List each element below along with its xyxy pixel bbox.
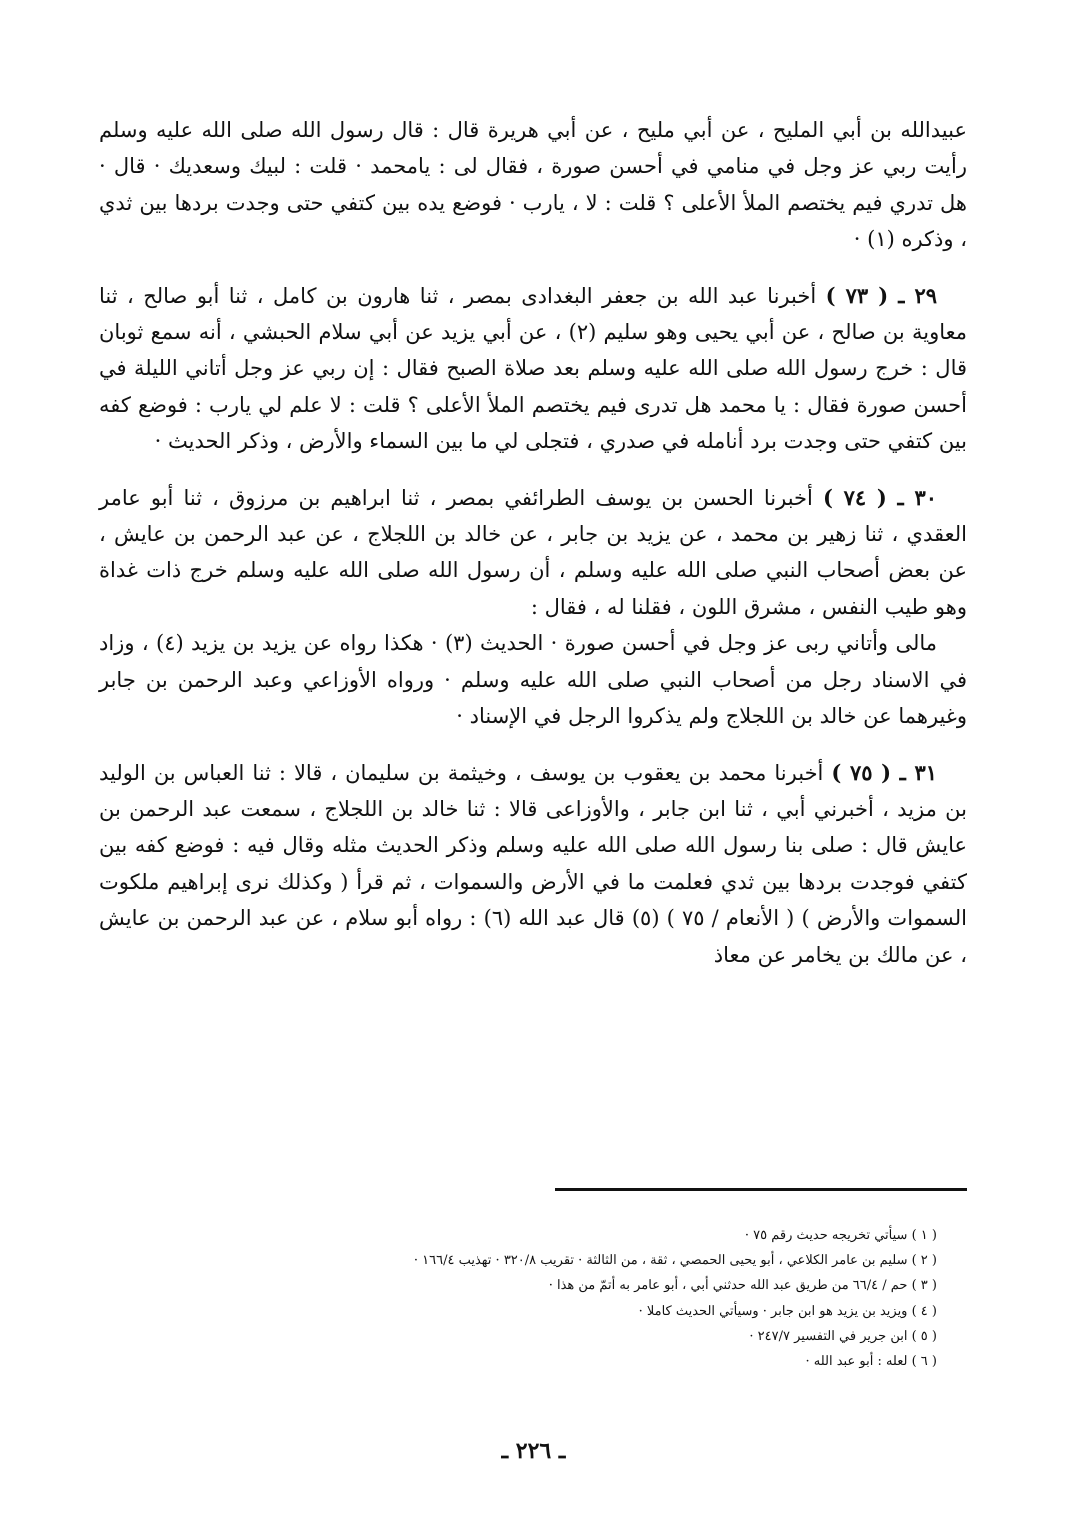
paragraph-text: أخبرنا عبد الله بن جعفر البغدادى بمصر ، ثنا هارون بن كامل ، ثنا أبو صالح ، ثنا معاوية بن صالح ، عن أبي يحيى وهو سليم (٢) ، عن أبي يزيد عن أبي سلام الحبشي ، أنه سمع ثوبان قال : خرج رسول الله صلى الله عليه وسلم بعد صلاة الصبح فقال : إن ربي عز وجل أتاني الليلة في أحسن صورة فقال : يا محمد هل تدرى فيم يختصم الملأ الأعلى ؟ قلت : لا علم لي يارب : فوضع كفه بين كتفي حتى وجدت برد أنامله في صدري ، فتجلى لي ما بين السماء والأرض ، وذكر الحديث · — [99, 283, 968, 454]
paragraph-text: أخبرنا الحسن بن يوسف الطرائفي بمصر ، ثنا ابراهيم بن مرزوق ، ثنا أبو عامر العقدي ، ثنا زهير بن محمد ، عن يزيد بن جابر ، عن خالد بن اللجلاج ، عن عبد الرحمن بن عايش ، عن بعض أصحاب النبي صلى الله عليه وسلم ، أن رسول الله صلى الله عليه وسلم خرج ذات غداة وهو طيب النفس ، مشرق اللون ، فقلنا له ، فقال : — [99, 485, 967, 619]
main-text — [99, 112, 967, 973]
footnote-item: ( ٥ ) ابن جرير في التفسير ٢٤٧/٧ · — [749, 1328, 937, 1344]
hadith-30 — [99, 480, 967, 626]
hadith-31 — [99, 755, 967, 973]
footnote-divider — [555, 1188, 967, 1191]
hadith-number: ٢٩ ـ ( ٧٣ ) — [825, 282, 938, 308]
hadith-29 — [99, 278, 967, 460]
footnote-item: ( ٢ ) سليم بن عامر الكلاعي ، أبو يحيى الحمصي ، ثقة ، من الثالثة · تقريب ٣٢٠/٨ · تهذيب ١٦٦/٤ · — [413, 1253, 937, 1269]
footnote-item: ( ٣ ) حم / ٦٦/٤ من طريق عبد الله حدثني أبي ، أبو عامر به أتمّ من هذا · — [548, 1278, 937, 1294]
paragraph-commentary — [99, 625, 967, 734]
footnotes-list — [237, 1223, 937, 1374]
paragraph-text: مالى وأتاني ربى عز وجل في أحسن صورة · الحديث (٣) · هكذا رواه عن يزيد بن يزيد (٤) ، وزاد في الاسناد رجل من أصحاب النبي صلى الله عليه وسلم · ورواه الأوزاعي وعبد الرحمن بن جابر وغيرهما عن خالد بن اللجلاج ولم يذكروا الرجل في الإسناد · — [99, 631, 967, 729]
paragraph-text: أخبرنا محمد بن يعقوب بن يوسف ، وخيثمة بن سليمان ، قالا : ثنا العباس بن الوليد بن مزيد ، أخبرني أبي ، ثنا ابن جابر ، والأوزاعى قالا : ثنا خالد بن اللجلاج ، سمعت عبد الرحمن بن عايش قال : صلى بنا رسول الله صلى الله عليه وسلم وذكر الحديث مثله وقال فيه : فوضع كفه بين كتفي فوجدت بردها بين ثدي فعلمت ما في الأرض والسموات ، ثم قرأ ( وكذلك نرى إبراهيم ملكوت السموات والأرض ) ( الأنعام / ٧٥ ) (٥) قال عبد الله (٦) : رواه أبو سلام ، عن عبد الرحمن بن عايش ، عن مالك بن يخامر عن معاذ — [99, 760, 967, 967]
footnote-item: ( ١ ) سيأتي تخريجه حديث رقم ٧٥ · — [744, 1228, 937, 1243]
footnote-item: ( ٦ ) لعله : أبو عبد الله · — [805, 1354, 937, 1370]
hadith-number: ٣٠ ـ ( ٧٤ ) — [822, 484, 937, 510]
page-number: ـ ٢٢٦ ـ — [501, 1438, 566, 1464]
hadith-number: ٣١ ـ ( ٧٥ ) — [831, 759, 938, 785]
paragraph-text: عبيدالله بن أبي المليح ، عن أبي مليح ، عن أبي هريرة قال : قال رسول الله صلى الله عليه وسلم رأيت ربي عز وجل في منامي في أحسن صورة ، فقال لى : يامحمد · قلت : لبيك وسعديك · قال · هل تدري فيم يختصم الملأ الأعلى ؟ قلت : لا ، يارب · فوضع يده بين كتفي حتى وجدت بردها بين ثدي ، وذكره (١) · — [99, 118, 967, 252]
footnote-item: ( ٤ ) ويزيد بن يزيد هو ابن جابر · وسيأتي الحديث كاملا · — [638, 1303, 937, 1319]
paragraph-continuation — [99, 112, 967, 258]
